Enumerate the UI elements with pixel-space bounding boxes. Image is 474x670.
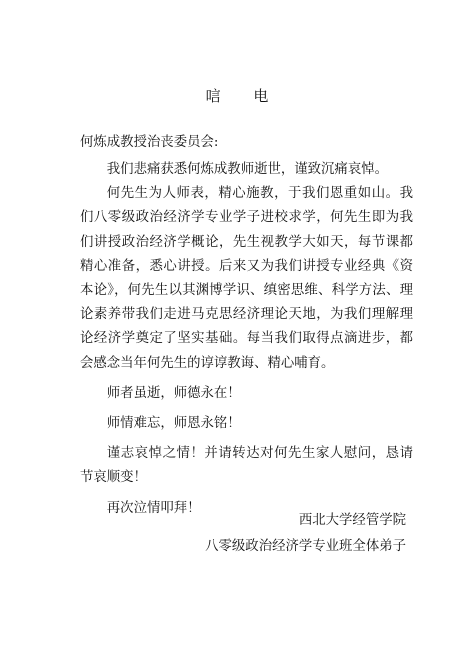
paragraph-request: 谨志哀悼之情！并请转达对何先生家人慰问，恳请节哀顺变！: [80, 446, 413, 486]
salutation: 何炼成教授治丧委员会:: [80, 135, 219, 150]
paragraph-closing: 再次泣情叩拜！: [106, 500, 201, 516]
signature-organization: 西北大学经管学院: [298, 513, 406, 528]
document-body: [80, 158, 413, 521]
paragraph-verse-2: 师情难忘，师恩永铭！: [106, 416, 241, 432]
paragraph-tribute: 何先生为人师表，精心施教，于我们恩重如山。我们八零级政治经济学专业学子进校求学，何先生即为我们讲授政治经济学概论，先生视教学大如天，每节课都精心准备，悉心讲授。后来又为我们讲授专业经典《资本论》，何先生以其渊博学识、缜密思维、科学方法、理论素养带我们走进马克思经济理论天地，为我们理解理论经济学奠定了坚实基础。每当我们取得点滴进步，都会感念当年何先生的谆谆教诲、精心哺育。: [80, 186, 413, 371]
signature-group: 八零级政治经济学专业班全体弟子: [205, 539, 406, 554]
paragraph-verse-1: 师者虽逝，师德永在！: [106, 385, 241, 401]
paragraph-condolence: 我们悲痛获悉何炼成教师逝世，谨致沉痛哀悼。: [106, 162, 388, 177]
document-title: 唁 电: [205, 87, 283, 105]
